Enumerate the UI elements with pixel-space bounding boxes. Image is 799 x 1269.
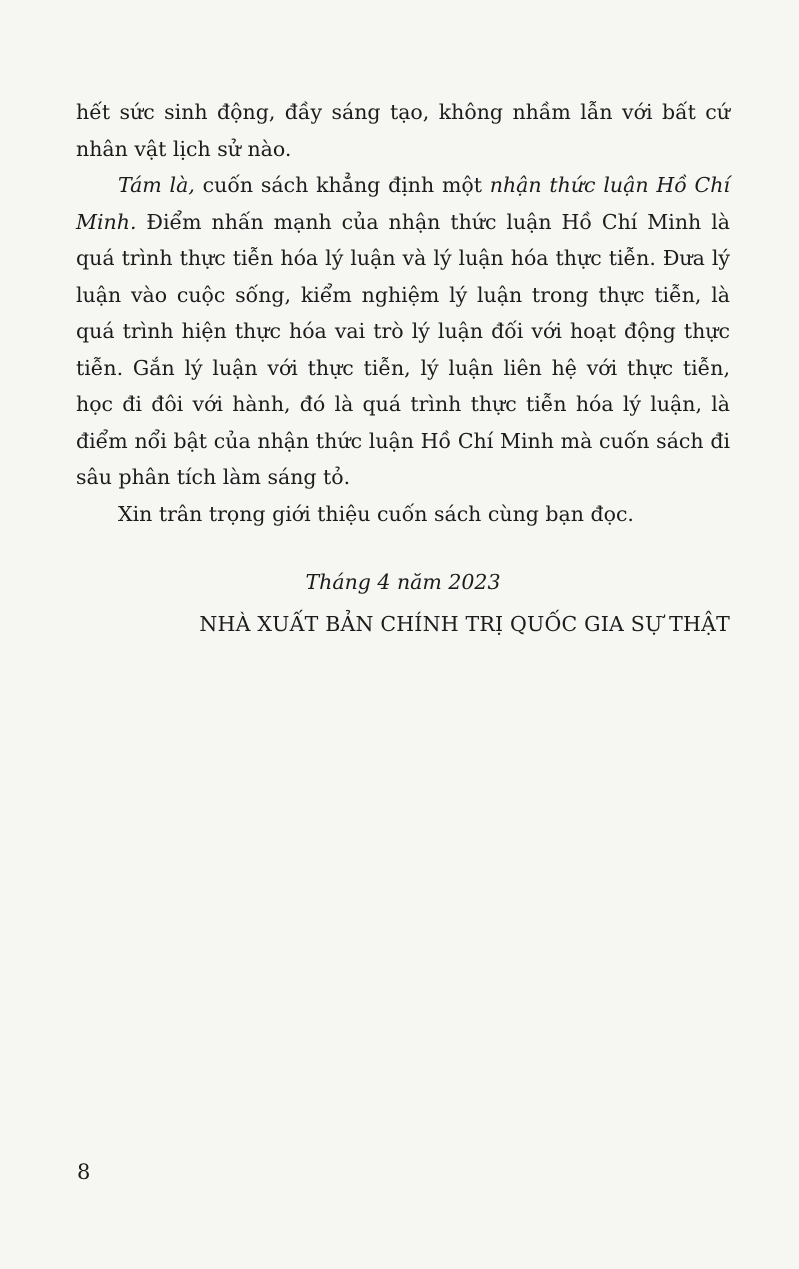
signature-publisher: NHÀ XUẤT BẢN CHÍNH TRỊ QUỐC GIA SỰ THẬT xyxy=(199,612,730,636)
paragraph-closing: Xin trân trọng giới thiệu cuốn sách cùng bạn đọc. xyxy=(118,501,634,526)
paragraph-lead-italic: Tám là, xyxy=(118,173,195,197)
paragraph-text-rest: Điểm nhấn mạnh của nhận thức luận Hồ Chí Minh là quá trình thực tiễn hóa lý luận và lý luận hóa thực tiễn. Đưa lý luận vào cuộc sống, kiểm nghiệm lý luận trong thực tiễn, là quá trình hiện thực hóa vai trò lý luận đối với hoạt động thực tiễn. Gắn lý luận với thực tiễn, lý luận liên hệ với thực tiễn, học đi đôi với hành, đó là quá trình thực tiễn hóa lý luận, là điểm nổi bật của nhận thức luận Hồ Chí Minh mà cuốn sách đi sâu phân tích làm sáng tỏ. xyxy=(76,209,730,489)
paragraph-tam-la xyxy=(76,167,730,496)
page-number: 8 xyxy=(77,1160,91,1184)
paragraph-continuation: hết sức sinh động, đầy sáng tạo, không nhầm lẫn với bất cứ nhân vật lịch sử nào. xyxy=(76,100,730,161)
paragraph-text: cuốn sách khẳng định một xyxy=(194,173,490,197)
signature-date: Tháng 4 năm 2023 xyxy=(305,570,501,594)
paragraph-term-italic: nhận thức luận Hồ Chí Minh. xyxy=(76,173,730,234)
page-body xyxy=(76,94,730,639)
